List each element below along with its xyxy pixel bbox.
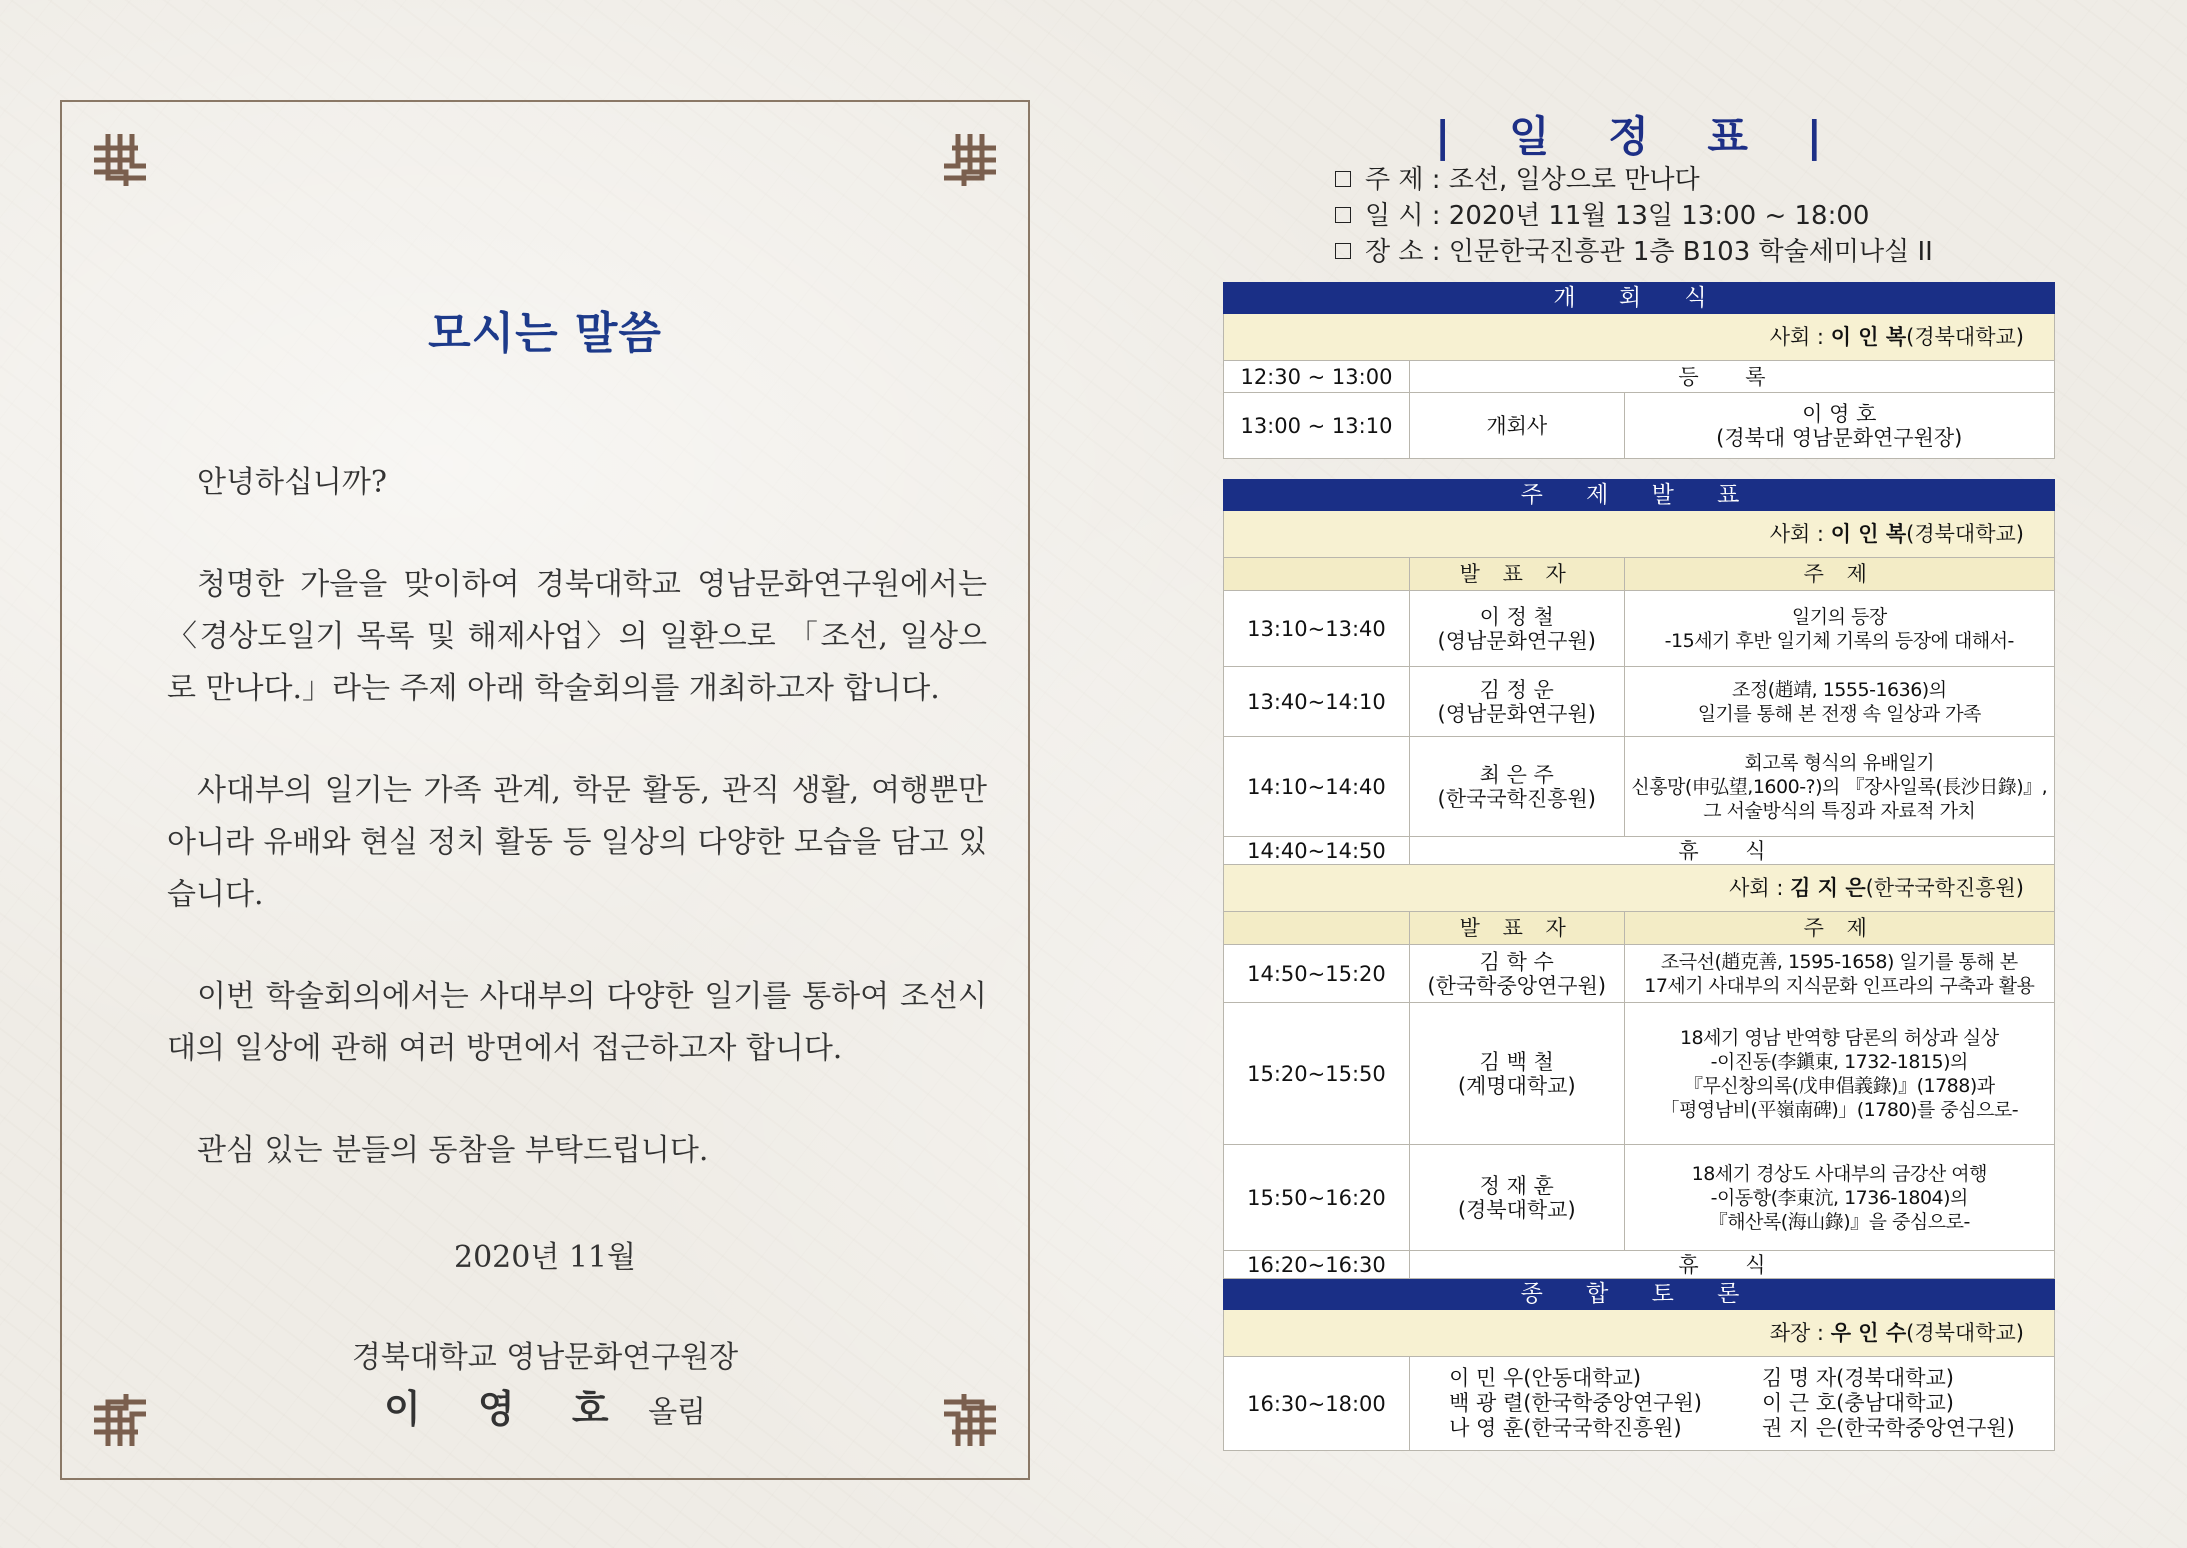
table-row: 16:30~18:00 이 민 우(안동대학교) 백 광 렬(한국학중앙연구원) 나 영 훈(한국국학진흥원) 김 명 자(경북대학교) 이 근 호(충남대학교) 권 지 은(한국학중앙연구원) bbox=[1224, 1357, 2055, 1451]
moderator-row: 사회 : 이 인 복(경북대학교) bbox=[1224, 314, 2055, 361]
table-row: 14:50~15:20 김 학 수 (한국학중앙연구원) 조극선(趙克善, 1595-1658) 일기를 통해 본 17세기 사대부의 지식문화 인프라의 구축과 활용 bbox=[1224, 945, 2055, 1003]
info-venue: 장 소 : 인문한국진흥관 1층 B103 학술세미나실 II bbox=[1335, 234, 1933, 270]
break-row: 14:40~14:50 휴 식 bbox=[1224, 837, 2055, 865]
ornament-corner-icon bbox=[940, 130, 1000, 190]
section-header-presentations: 주 제 발 표 bbox=[1224, 480, 2055, 511]
letter-greeting: 안녕하십니까? bbox=[197, 465, 387, 500]
checkbox-bullet-icon bbox=[1335, 207, 1351, 223]
event-info bbox=[1335, 162, 1933, 270]
section-header-discussion: 종 합 토 론 bbox=[1224, 1279, 2055, 1310]
break-row: 16:20~16:30 휴 식 bbox=[1224, 1251, 2055, 1279]
invitation-letter-panel bbox=[60, 100, 1030, 1480]
info-topic: 주 제 : 조선, 일상으로 만나다 bbox=[1335, 162, 1933, 198]
table-row: 15:50~16:20 정 재 훈 (경북대학교) 18세기 경상도 사대부의 금강산 여행 -이동항(李東沆, 1736-1804)의 『해산록(海山錄)』을 중심으로- bbox=[1224, 1145, 2055, 1251]
letter-paragraph: 사대부의 일기는 가족 관계, 학문 활동, 관직 생활, 여행뿐만 아니라 유배와 현실 정치 활동 등 일상의 다양한 모습을 담고 있습니다. bbox=[167, 773, 987, 912]
letter-paragraph: 관심 있는 분들의 동참을 부탁드립니다. bbox=[197, 1133, 709, 1168]
table-row: 13:00 ~ 13:10 개회사 이 영 호 (경북대 영남문화연구원장) bbox=[1224, 393, 2055, 459]
discussant-list: 이 민 우(안동대학교) 백 광 렬(한국학중앙연구원) 나 영 훈(한국국학진흥원) 김 명 자(경북대학교) 이 근 호(충남대학교) 권 지 은(한국학중앙연구원) bbox=[1449, 1366, 2015, 1440]
ornament-corner-icon bbox=[90, 130, 150, 190]
letter-date: 2020년 11월 bbox=[453, 1240, 637, 1275]
letter-title: 모시는 말씀 bbox=[428, 308, 662, 359]
schedule-table bbox=[1223, 282, 2055, 1451]
column-header-row: 발 표 자 주 제 bbox=[1224, 558, 2055, 591]
section-header-opening: 개 회 식 bbox=[1224, 283, 2055, 314]
table-row: 15:20~15:50 김 백 철 (계명대학교) 18세기 영남 반역향 담론의 허상과 실상 -이진동(李鎭東, 1732-1815)의 『무신창의록(戊申倡義錄)』(1788)과 「평영남비(平嶺南碑)」(1780)를 중심으로- bbox=[1224, 1003, 2055, 1145]
info-datetime: 일 시 : 2020년 11월 13일 13:00 ~ 18:00 bbox=[1335, 198, 1933, 234]
checkbox-bullet-icon bbox=[1335, 243, 1351, 259]
letter-body bbox=[167, 457, 987, 1227]
signer-closing: 올림 bbox=[648, 1395, 707, 1430]
table-row: 14:10~14:40 최 은 주 (한국국학진흥원) 회고록 형식의 유배일기 신홍망(申弘望,1600-?)의 『장사일록(長沙日錄)』, 그 서술방식의 특징과 자료적 가치 bbox=[1224, 737, 2055, 837]
table-row: 13:10~13:40 이 정 철 (영남문화연구원) 일기의 등장 -15세기 후반 일기체 기록의 등장에 대해서- bbox=[1224, 591, 2055, 667]
table-row: 12:30 ~ 13:00 등 록 bbox=[1224, 361, 2055, 393]
letter-signature bbox=[62, 1378, 1028, 1433]
letter-paragraph: 이번 학술회의에서는 사대부의 다양한 일기를 통하여 조선시대의 일상에 관해 여러 방면에서 접근하고자 합니다. bbox=[167, 979, 987, 1066]
signer-name: 이 영 호 bbox=[383, 1386, 631, 1431]
table-row: 13:40~14:10 김 정 운 (영남문화연구원) 조정(趙靖, 1555-1636)의 일기를 통해 본 전쟁 속 일상과 가족 bbox=[1224, 667, 2055, 737]
letter-organization: 경북대학교 영남문화연구원장 bbox=[351, 1340, 739, 1375]
letter-paragraph: 청명한 가을을 맞이하여 경북대학교 영남문화연구원에서는 〈경상도일기 목록 및 해제사업〉의 일환으로 「조선, 일상으로 만나다.」라는 주제 아래 학술회의를 개최하고자 합니다. bbox=[167, 567, 987, 706]
moderator-row: 사회 : 이 인 복(경북대학교) bbox=[1224, 511, 2055, 558]
chair-row: 좌장 : 우 인 수(경북대학교) bbox=[1224, 1310, 2055, 1357]
column-header-row: 발 표 자 주 제 bbox=[1224, 912, 2055, 945]
schedule-title: | 일 정 표 | bbox=[1435, 112, 1844, 161]
checkbox-bullet-icon bbox=[1335, 171, 1351, 187]
moderator-row: 사회 : 김 지 은(한국국학진흥원) bbox=[1224, 865, 2055, 912]
